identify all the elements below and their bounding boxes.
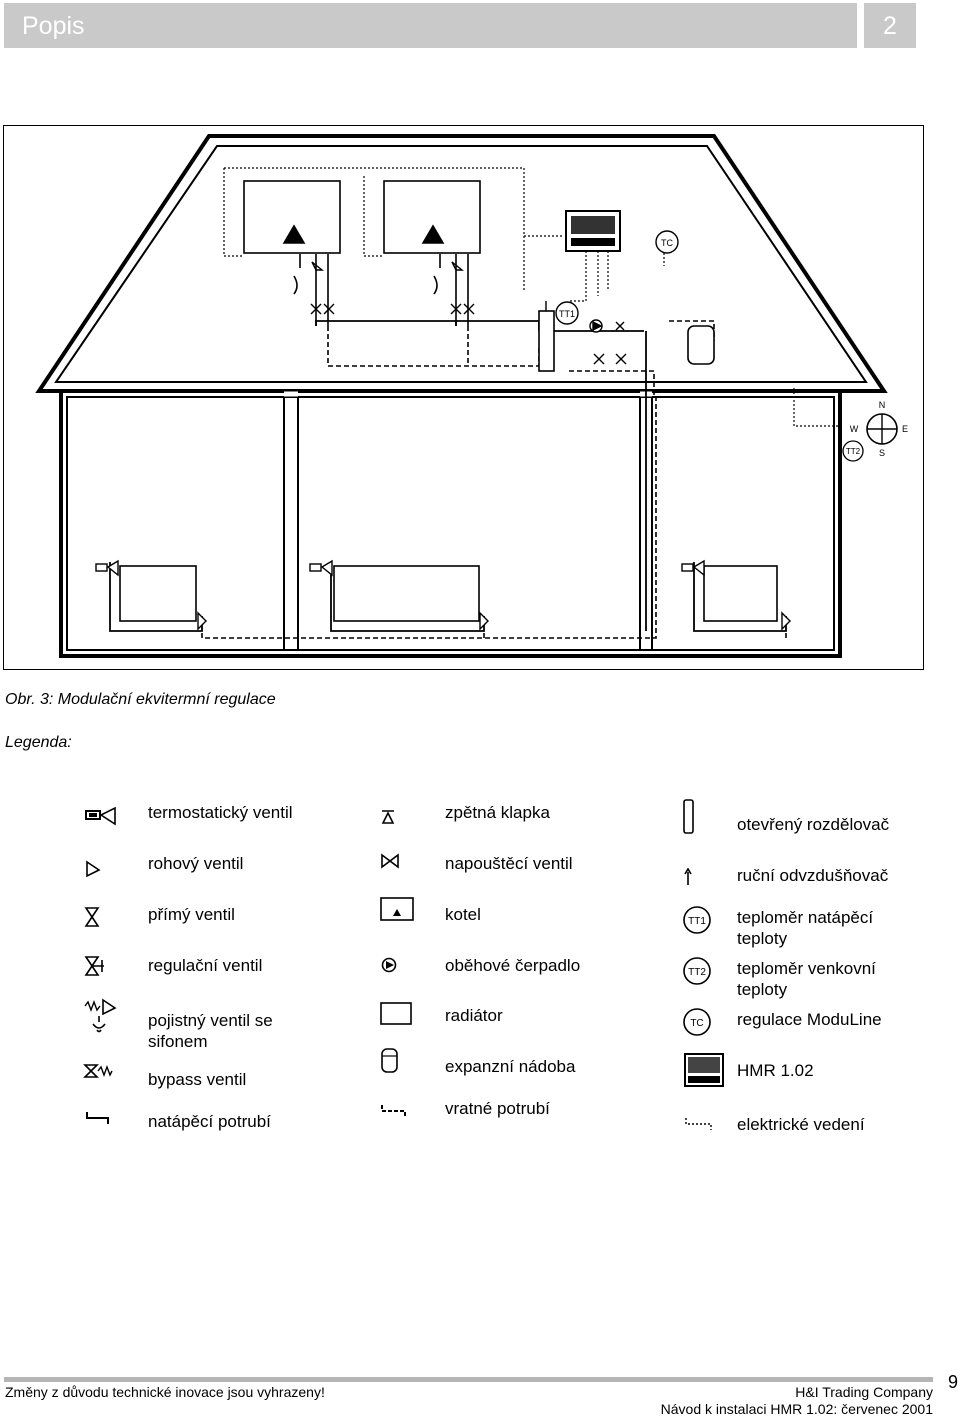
footer-rule: [4, 1377, 933, 1382]
legend-label: zpětná klapka: [445, 803, 550, 822]
page-number: 9: [948, 1372, 959, 1392]
footer-document: Návod k instalaci HMR 1.02: červenec 2001: [660, 1401, 933, 1417]
svg-text:TT2: TT2: [688, 967, 706, 978]
chapter-number: 2: [883, 12, 897, 40]
radiator-1: [120, 566, 196, 621]
house-diagram: [4, 126, 923, 669]
legend-label: radiátor: [445, 1006, 503, 1025]
return-pipe-icon: [380, 1103, 408, 1119]
legend-label: ruční odvzdušňovač: [737, 866, 889, 885]
thermostatic-valve-icon: [85, 806, 117, 828]
header-bar: [4, 3, 857, 48]
legend-label: otevřený rozdělovač: [737, 815, 890, 834]
boiler-1: [244, 181, 340, 326]
svg-text:E: E: [901, 424, 909, 434]
legend-label: napouštěcí ventil: [445, 854, 573, 873]
tt2-sensor-icon: [682, 956, 712, 986]
open-manifold-icon: [682, 799, 696, 835]
legend-label: HMR 1.02: [737, 1061, 814, 1080]
legend-label: přímý ventil: [148, 905, 235, 924]
electric-wiring-icon: [684, 1116, 714, 1132]
tt1-sensor: [556, 302, 578, 324]
svg-text:TT1: TT1: [688, 916, 706, 927]
tc-regulator: [656, 231, 678, 253]
radiator-3: [704, 566, 777, 621]
legend-label: expanzní nádoba: [445, 1057, 576, 1076]
legend-label: regulace ModuLine: [737, 1010, 882, 1029]
legend-label: teploměr natápěcí teploty: [737, 908, 874, 948]
radiator-icon: [380, 1002, 412, 1026]
compass: [843, 400, 908, 461]
hmr-controller: [566, 211, 620, 251]
roof-outline: [39, 136, 884, 391]
footer-company: H&I Trading Company: [795, 1384, 933, 1400]
legend-label: vratné potrubí: [445, 1099, 550, 1118]
boiler-2: [384, 181, 480, 326]
straight-valve-icon: [84, 906, 100, 928]
legend-label: natápěcí potrubí: [148, 1112, 271, 1131]
legend-label: elektrické vedení: [737, 1115, 865, 1134]
svg-text:N: N: [878, 400, 886, 410]
legend-label: pojistný ventil se sifonem: [148, 1011, 273, 1051]
section-title: Popis: [22, 12, 85, 40]
svg-text:W: W: [849, 424, 859, 434]
legend-label: regulační ventil: [148, 956, 263, 975]
tc-regulator-icon: [682, 1007, 712, 1037]
boiler-icon: [380, 897, 414, 921]
safety-valve-siphon-icon: [83, 998, 119, 1034]
check-valve-icon: [380, 809, 396, 825]
legend-label: bypass ventil: [148, 1070, 247, 1089]
control-valve-icon: [84, 955, 106, 979]
angle-valve-icon: [85, 858, 105, 878]
manual-air-vent-icon: [683, 868, 693, 886]
radiator-2: [334, 566, 479, 621]
heating-system-figure: [3, 125, 924, 670]
legend-label: rohový ventil: [148, 854, 244, 873]
circulation-pump-icon: [381, 957, 397, 973]
svg-text:TC: TC: [661, 238, 673, 248]
legend-label: teploměr venkovní teploty: [737, 959, 876, 999]
svg-text:TC: TC: [690, 1018, 704, 1029]
expansion-tank-icon: [381, 1048, 399, 1074]
svg-text:TT2: TT2: [845, 447, 861, 456]
footer-notice: Změny z důvodu technické inovace jsou vyhrazeny!: [5, 1384, 325, 1400]
figure-caption: Obr. 3: Modulační ekvitermní regulace: [5, 691, 276, 708]
wall-divider-left: [284, 397, 298, 650]
chapter-box: [864, 3, 916, 48]
supply-pipe-icon: [85, 1110, 111, 1126]
hmr-controller-icon: [684, 1053, 724, 1087]
legend-label: oběhové čerpadlo: [445, 956, 581, 975]
svg-text:TT1: TT1: [558, 309, 576, 319]
svg-text:S: S: [878, 448, 886, 458]
manifold: [539, 311, 554, 371]
legend-label: kotel: [445, 905, 481, 924]
legend-label: termostatický ventil: [148, 803, 293, 822]
fill-valve-icon: [380, 853, 400, 871]
expansion-tank: [688, 326, 714, 364]
bypass-valve-icon: [83, 1062, 115, 1082]
legend-title: Legenda:: [5, 734, 72, 751]
tt1-sensor-icon: [682, 905, 712, 935]
